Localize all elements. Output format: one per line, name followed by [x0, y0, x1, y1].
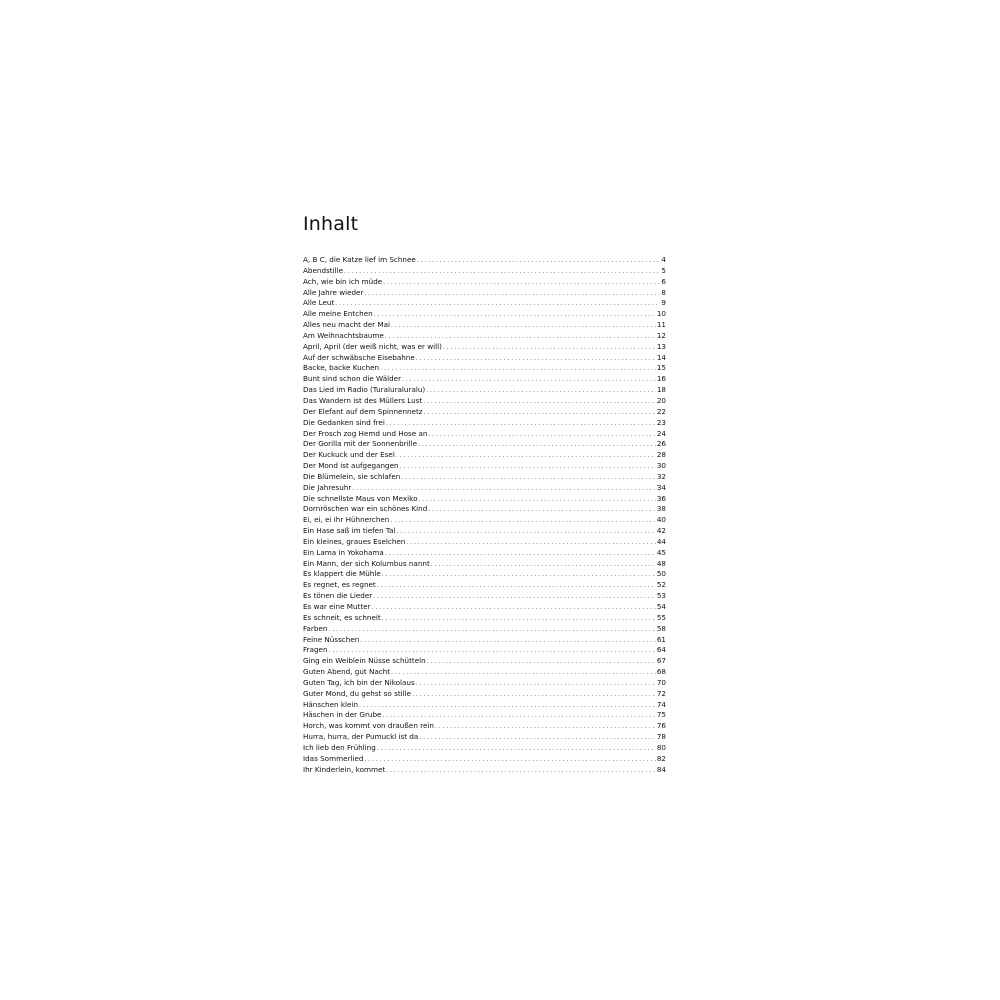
toc-entry [303, 450, 666, 461]
dot-leader [390, 516, 655, 526]
toc-entry-page-number: 74 [656, 699, 666, 709]
dot-leader [428, 430, 655, 440]
dot-leader [423, 397, 656, 407]
toc-entry [303, 537, 666, 548]
toc-entry-page-number: 18 [656, 385, 666, 395]
toc-entry-page-number: 42 [656, 526, 666, 536]
toc-entry-page-number: 28 [656, 450, 666, 460]
dot-leader [386, 419, 656, 429]
dot-leader [328, 625, 655, 635]
toc-entry-title: Es tönen die Lieder [303, 591, 373, 601]
toc-entry-title: Bunt sind schon die Wälder [303, 374, 402, 384]
toc-entry-page-number: 20 [656, 395, 666, 405]
toc-entry-page-number: 76 [656, 721, 666, 731]
toc-entry-title: Idas Sommerlied [303, 753, 364, 763]
toc-entry [303, 602, 666, 613]
toc-entry-page-number: 45 [656, 547, 666, 557]
dot-leader [377, 744, 656, 754]
toc-entry [303, 494, 666, 505]
toc-entry [303, 645, 666, 656]
toc-entry [303, 754, 666, 765]
toc-entry-title: Der Frosch zog Hemd und Hose an [303, 428, 428, 438]
toc-entry-page-number: 15 [656, 363, 666, 373]
toc-entry [303, 656, 666, 667]
toc-entry [303, 439, 666, 450]
toc-entry-page-number: 72 [656, 688, 666, 698]
toc-entry-title: Farben [303, 623, 328, 633]
toc-entry-page-number: 55 [656, 612, 666, 622]
dot-leader [402, 375, 656, 385]
dot-leader [428, 505, 656, 515]
toc-entry [303, 396, 666, 407]
toc-entry-title: Dornröschen war ein schönes Kind [303, 504, 428, 514]
toc-entry-page-number: 23 [656, 417, 666, 427]
toc-entry-page-number: 13 [656, 341, 666, 351]
toc-entry [303, 309, 666, 320]
toc-entry-page-number: 75 [656, 710, 666, 720]
dot-leader [383, 278, 660, 288]
toc-entry-page-number: 22 [656, 406, 666, 416]
dot-leader [359, 701, 656, 711]
dot-leader [373, 592, 656, 602]
dot-leader [412, 690, 656, 700]
toc-entry-page-number: 16 [656, 374, 666, 384]
toc-entry-page-number: 64 [656, 645, 666, 655]
toc-entry-title: Alles neu macht der Mai [303, 320, 391, 330]
toc-entry-title: Häschen in der Grube [303, 710, 382, 720]
toc-entry [303, 461, 666, 472]
toc-entry-title: Alle Jahre wieder [303, 287, 364, 297]
toc-entry [303, 363, 666, 374]
toc-entry-page-number: 4 [661, 255, 666, 264]
toc-entry [303, 667, 666, 678]
toc-entry [303, 689, 666, 700]
toc-entry [303, 353, 666, 364]
toc-entry-title: Ein Lama in Yokohama [303, 547, 384, 557]
toc-entry-title: Alle meine Entchen [303, 309, 373, 319]
dot-leader [374, 310, 656, 320]
toc-entry-title: Alle Leut [303, 298, 335, 308]
toc-entry-page-number: 70 [656, 677, 666, 687]
toc-entry-title: Fragen [303, 645, 328, 655]
dot-leader [335, 299, 660, 309]
toc-entry-page-number: 82 [656, 753, 666, 763]
dot-leader [431, 560, 656, 570]
toc-entry-title: Die Blümelein, sie schlafen [303, 471, 401, 481]
toc-entry-title: Horch, was kommt von draußen rein [303, 721, 434, 731]
toc-entry [303, 710, 666, 721]
toc-entry-title: Es klappert die Mühle [303, 569, 381, 579]
toc-entry [303, 374, 666, 385]
toc-entry-page-number: 5 [661, 265, 666, 275]
dot-leader [382, 570, 656, 580]
dot-leader [386, 766, 656, 776]
dot-leader [329, 646, 656, 656]
dot-leader [364, 289, 660, 299]
toc-entry [303, 407, 666, 418]
toc-entry-page-number: 38 [656, 504, 666, 514]
toc-entry [303, 732, 666, 743]
toc-entry-page-number: 58 [656, 623, 666, 633]
toc-entry-page-number: 34 [656, 482, 666, 492]
toc-entry-title: April, April (der weiß nicht, was er will) [303, 341, 442, 351]
toc-entry-page-number: 32 [656, 471, 666, 481]
toc-entry-page-number: 54 [656, 602, 666, 611]
toc-entry-title: Die Jahresuhr [303, 482, 352, 492]
toc-entry [303, 515, 666, 526]
toc-entry-title: Am Weihnachtsbaume [303, 330, 384, 340]
toc-entry [303, 483, 666, 494]
toc-entry [303, 385, 666, 396]
dot-leader [435, 722, 656, 732]
dot-leader [397, 527, 656, 537]
toc-entry [303, 298, 666, 309]
toc-entry [303, 591, 666, 602]
dot-leader [344, 267, 660, 277]
dot-leader [401, 473, 656, 483]
toc-entry [303, 548, 666, 559]
toc-entry-page-number: 44 [656, 536, 666, 546]
toc-entry-title: Das Lied im Radio (Turaluraluralu) [303, 385, 426, 395]
toc-entry-title: Ein kleines, graues Eselchen [303, 536, 406, 546]
dot-leader [424, 408, 656, 418]
dot-leader [417, 256, 661, 266]
dot-leader [400, 462, 656, 472]
toc-entry [303, 613, 666, 624]
toc-entry-title: Feine Nüsschen [303, 634, 360, 644]
toc-entry [303, 635, 666, 646]
dot-leader [443, 343, 656, 353]
dot-leader [364, 755, 655, 765]
toc-entry-title: Es war eine Mutter [303, 602, 371, 611]
dot-leader [377, 581, 656, 591]
toc-entry [303, 472, 666, 483]
toc-entry-title: Es schneit, es schneit [303, 612, 381, 622]
toc-entry-page-number: 8 [661, 287, 666, 297]
toc-entry [303, 342, 666, 353]
toc-entry-title: Backe, backe Kuchen [303, 363, 380, 373]
toc-entry-title: Hänschen klein [303, 699, 359, 709]
page-title: Inhalt [303, 213, 359, 235]
toc-entry-title: Die Gedanken sind frei [303, 417, 385, 427]
toc-entry-page-number: 24 [656, 428, 666, 438]
toc-entry-title: Ein Hase saß im tiefen Tal [303, 526, 396, 536]
dot-leader [391, 321, 656, 331]
toc-entry-page-number: 12 [656, 330, 666, 340]
toc-entry [303, 678, 666, 689]
toc-entry-page-number: 52 [656, 580, 666, 590]
toc-entry-page-number: 30 [656, 461, 666, 471]
dot-leader [385, 332, 656, 342]
toc-entry-title: Der Mond ist aufgegangen [303, 461, 399, 471]
toc-entry-title: Der Gorilla mit der Sonnenbrille [303, 439, 418, 449]
toc-entry-title: Der Kuckuck und der Esel [303, 450, 395, 460]
toc-entry-title: Guten Abend, gut Nacht [303, 667, 391, 677]
toc-entry-page-number: 9 [661, 298, 666, 308]
dot-leader [406, 538, 655, 548]
toc-entry [303, 700, 666, 711]
toc-entry-title: Guter Mond, du gehst so stille [303, 688, 412, 698]
toc-entry-page-number: 78 [656, 732, 666, 742]
toc-entry [303, 331, 666, 342]
toc-entry-page-number: 48 [656, 558, 666, 568]
dot-leader [427, 657, 656, 667]
toc-entry [303, 721, 666, 732]
dot-leader [385, 549, 656, 559]
toc-entry-title: Es regnet, es regnet [303, 580, 376, 590]
toc-entry-page-number: 67 [656, 656, 666, 666]
toc-entry-page-number: 6 [661, 276, 666, 286]
toc-entry-title: Ein Mann, der sich Kolumbus nannt [303, 558, 430, 568]
dot-leader [416, 354, 656, 364]
toc-entry-title: Hurra, hurra, der Pumuckl ist da [303, 732, 419, 742]
toc-entry [303, 266, 666, 277]
toc-entry-title: A, B C, die Katze lief im Schnee [303, 255, 416, 264]
toc-entry-page-number: 36 [656, 493, 666, 503]
toc-entry-page-number: 80 [656, 742, 666, 752]
dot-leader [380, 364, 656, 374]
toc-entry [303, 743, 666, 754]
toc-entry [303, 429, 666, 440]
toc-entry [303, 418, 666, 429]
toc-entry-title: Ach, wie bin ich müde [303, 276, 383, 286]
toc-entry [303, 559, 666, 570]
toc-entry [303, 569, 666, 580]
dot-leader [426, 386, 656, 396]
toc-entry [303, 504, 666, 515]
toc-entry-page-number: 68 [656, 667, 666, 677]
toc-entry [303, 288, 666, 299]
dot-leader [391, 668, 656, 678]
toc-entry-title: Ich lieb den Frühling [303, 742, 376, 752]
toc-entry-title: Auf der schwäbsche Eisebahne [303, 352, 415, 362]
toc-entry-page-number: 10 [656, 309, 666, 319]
toc-entry-title: Ging ein Weiblein Nüsse schütteln [303, 656, 426, 666]
dot-leader [418, 440, 656, 450]
dot-leader [396, 451, 656, 461]
dot-leader [418, 495, 655, 505]
dot-leader [382, 614, 656, 624]
dot-leader [372, 603, 656, 613]
dot-leader [382, 711, 655, 721]
toc-entry-page-number: 84 [656, 764, 666, 774]
toc-entry [303, 526, 666, 537]
toc-entry-title: Guten Tag, ich bin der Nikolaus [303, 677, 415, 687]
dot-leader [416, 679, 656, 689]
toc-entry-title: Abendstille [303, 265, 343, 275]
dot-leader [419, 733, 656, 743]
toc-entry-title: Der Elefant auf dem Spinnennetz [303, 406, 423, 416]
toc-entry-page-number: 14 [656, 352, 666, 362]
table-of-contents [303, 255, 666, 776]
toc-entry-title: Das Wandern ist des Müllers Lust [303, 395, 423, 405]
toc-entry-page-number: 61 [656, 634, 666, 644]
toc-entry-title: Ihr Kinderlein, kommet [303, 764, 386, 774]
toc-entry [303, 320, 666, 331]
dot-leader [352, 484, 655, 494]
toc-entry-page-number: 50 [656, 569, 666, 579]
toc-entry-page-number: 40 [656, 515, 666, 525]
toc-entry-title: Ei, ei, ei ihr Hühnerchen [303, 515, 390, 525]
toc-entry-page-number: 53 [656, 591, 666, 601]
toc-entry [303, 277, 666, 288]
toc-entry [303, 624, 666, 635]
toc-entry-page-number: 11 [656, 320, 666, 330]
toc-entry-title: Die schnellste Maus von Mexiko [303, 493, 418, 503]
toc-entry [303, 765, 666, 776]
dot-leader [360, 636, 656, 646]
toc-entry [303, 580, 666, 591]
toc-entry-page-number: 26 [656, 439, 666, 449]
toc-entry [303, 255, 666, 266]
